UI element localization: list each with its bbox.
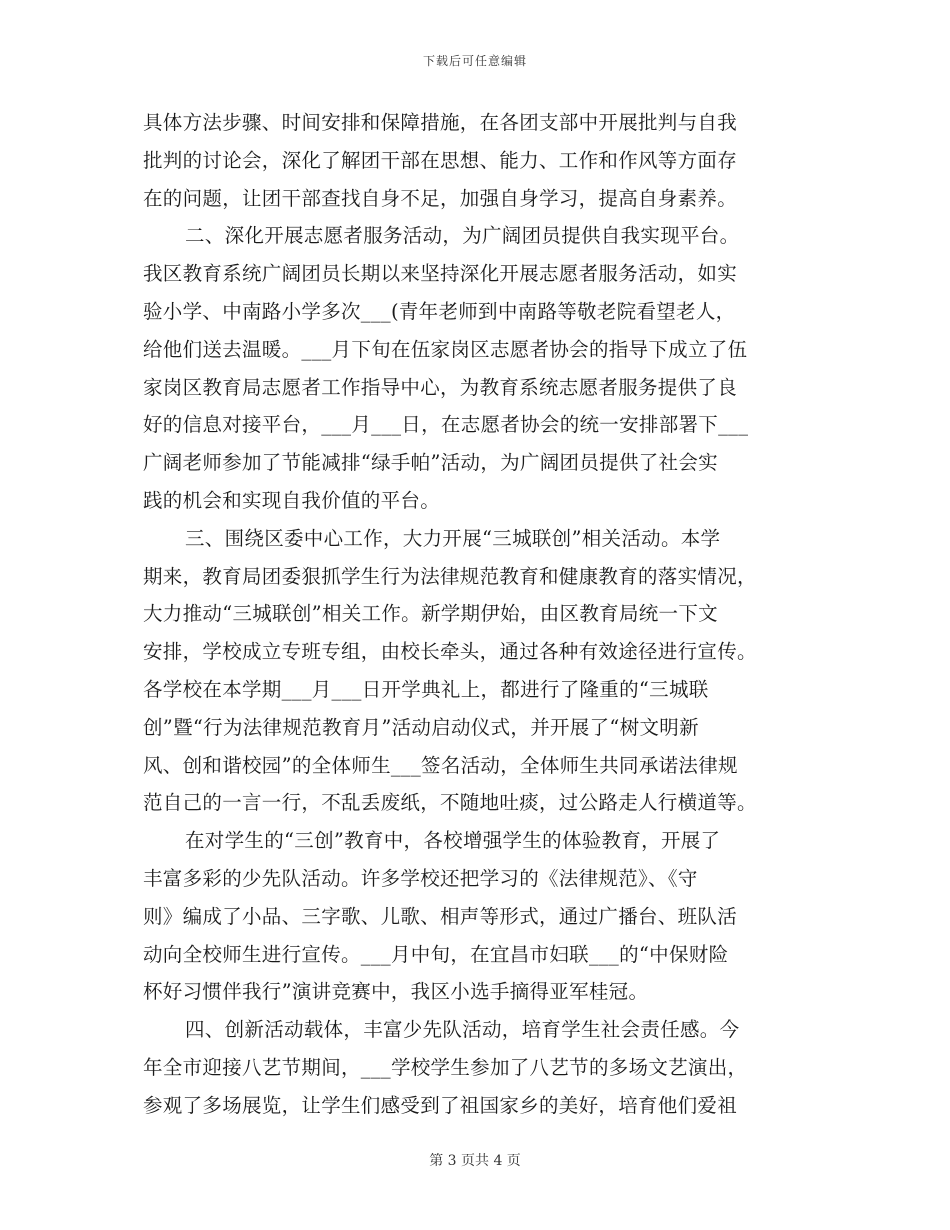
text-line: 我区教育系统广阔团员长期以来坚持深化开展志愿者服务活动，如实 [143,262,738,286]
text-line: 丰富多彩的少先队活动。许多学校还把学习的《法律规范》、《守 [143,866,698,890]
page-footer: 第 3 页共 4 页 [429,1153,521,1169]
text-line: 验小学、中南路小学多次___(青年老师到中南路等敬老院看望老人， [143,299,736,323]
text-line: 各学校在本学期___月___日开学典礼上，都进行了隆重的“三城联 [143,677,709,701]
text-line: 范自己的一言一行，不乱丢废纸，不随地吐痰，过公路走人行横道等。 [143,791,757,815]
text-line: 家岗区教育局志愿者工作指导中心，为教育系统志愿者服务提供了良 [143,375,738,399]
text-line: 安排，学校成立专班专组，由校长牵头，通过各种有效途径进行宣传。 [143,640,757,664]
page-header: 下载后可任意编辑 [422,54,527,68]
text-line: 践的机会和实现自我价值的平台。 [143,488,441,512]
text-line: 动向全校师生进行宣传。___月中旬，在宜昌市妇联___的“中保财险 [143,942,729,966]
text-line: 广阔老师参加了节能减排“绿手帕”活动，为广阔团员提供了社会实 [143,451,718,475]
text-line: 杯好习惯伴我行”演讲竞赛中，我区小选手摘得亚军桂冠。 [143,980,649,1004]
text-line: 创”暨“行为法律规范教育月”活动启动仪式，并开展了“树文明新 [143,715,699,739]
text-line: 大力推动“三城联创”相关工作。新学期伊始，由区教育局统一下文 [143,602,718,626]
text-line: 四、创新活动载体，丰富少先队活动，培育学生社会责任感。今 [185,1018,740,1042]
text-line: 好的信息对接平台，___月___日，在志愿者协会的统一安排部署下___ [143,413,749,437]
text-line: 具体方法步骤、时间安排和保障措施，在各团支部中开展批判与自我 [143,111,738,134]
text-line: 在对学生的“三创”教育中，各校增强学生的体验教育，开展了 [185,829,721,853]
document-body [143,104,808,1125]
text-line: 年全市迎接八艺节期间，___学校学生参加了八艺节的多场文艺演出， [143,1055,748,1079]
text-line: 期来，教育局团委狠抓学生行为法律规范教育和健康教育的落实情况， [143,564,757,588]
text-line: 风、创和谐校园”的全体师生___签名活动，全体师生共同承诺法律规 [143,753,738,777]
text-line: 给他们送去温暖。___月下旬在伍家岗区志愿者协会的指导下成立了伍 [143,337,748,361]
text-line: 三、围绕区委中心工作，大力开展“三城联创”相关活动。本学 [185,526,721,550]
text-line: 则》编成了小品、三字歌、儿歌、相声等形式，通过广播台、班队活 [143,904,738,928]
text-line: 参观了多场展览，让学生们感受到了祖国家乡的美好，培育他们爱祖 [143,1093,738,1117]
text-line: 二、深化开展志愿者服务活动，为广阔团员提供自我实现平台。 [185,224,740,248]
text-line: 在的问题，让团干部查找自身不足，加强自身学习，提高自身素养。 [143,186,738,210]
text-line: 批判的讨论会，深化了解团干部在思想、能力、工作和作风等方面存 [143,148,738,172]
